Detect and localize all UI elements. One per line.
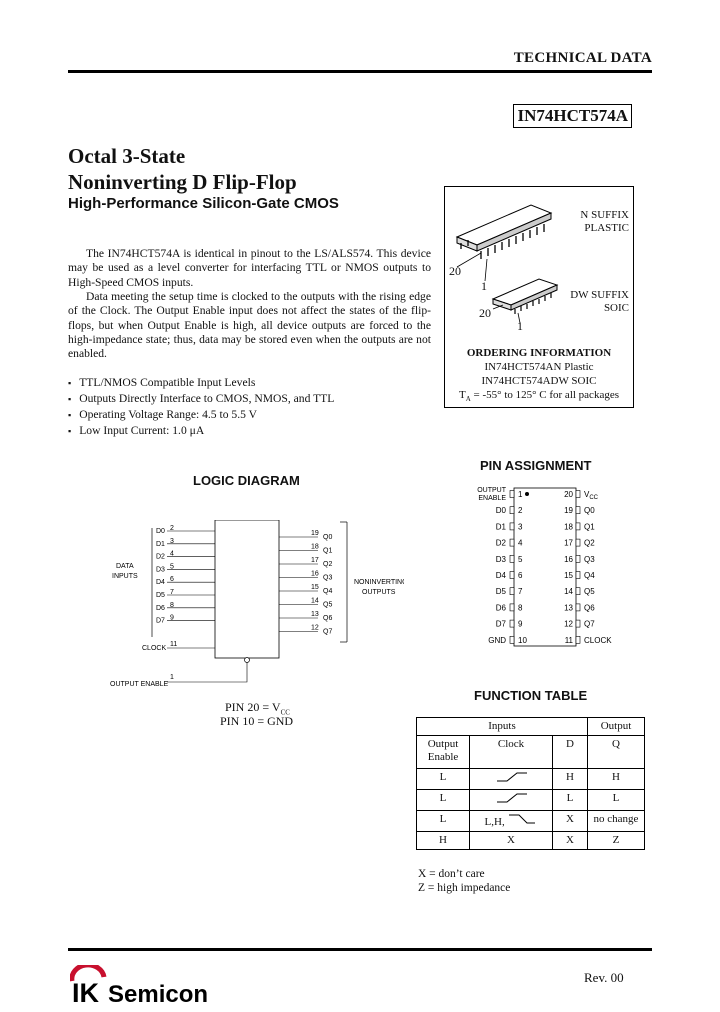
input-pin-number: 3 — [170, 537, 174, 545]
logic-diagram — [104, 520, 404, 695]
output-label: Q7 — [323, 628, 333, 636]
pin-name-left: D3 — [495, 554, 506, 564]
pin-number-right: 16 — [564, 554, 573, 564]
pin20-note: PIN $20 = V_{CC}$ — [225, 700, 290, 717]
pin-stub — [576, 604, 580, 611]
table-row: L L,H, X no change — [417, 811, 645, 832]
pin-stub — [510, 507, 514, 514]
pin-number-left: 2 — [518, 506, 523, 516]
pin-number-right: 12 — [564, 619, 573, 629]
dip-pin-1: 1 — [481, 279, 487, 293]
n-suffix-label: N SUFFIX PLASTIC — [580, 209, 629, 234]
inversion-bubble — [245, 658, 250, 663]
pin-number-right: 14 — [564, 587, 573, 597]
input-label: D7 — [156, 617, 165, 625]
pin-stub — [576, 523, 580, 530]
pin-number-left: 4 — [518, 538, 523, 548]
pin-name-right: Q2 — [584, 538, 595, 548]
pin-number-left: 7 — [518, 587, 523, 597]
pin-name-right: Q5 — [584, 587, 595, 597]
pin-stub — [510, 572, 514, 579]
pin-name-left: D4 — [495, 571, 506, 580]
input-label: D3 — [156, 566, 165, 574]
output-pin-number: 18 — [311, 543, 319, 551]
output-enable-pin-number: 1 — [170, 674, 174, 681]
pin-number-right: 20 — [564, 490, 573, 499]
revision-label: Rev. 00 — [584, 970, 624, 985]
pin-stub — [510, 491, 514, 498]
pin-number-left: 1 — [518, 490, 523, 499]
table-row: L H H — [417, 769, 645, 790]
feature-item: ▪ Outputs Directly Interface to CMOS, NMOS, and TTL — [68, 391, 334, 407]
feature-item: ▪ Operating Voltage Range: 4.5 to 5.5 V — [68, 407, 334, 423]
input-label: D4 — [156, 579, 165, 587]
pin-number-left: 8 — [518, 603, 523, 613]
input-pin-number: 7 — [170, 589, 174, 596]
output-group-header: Output — [588, 718, 645, 736]
pin-stub — [510, 555, 514, 562]
pin-number-left: 10 — [518, 635, 527, 645]
pin-number-left: 3 — [518, 522, 523, 532]
pin-stub — [576, 636, 580, 643]
footer-rule — [68, 948, 652, 951]
dip-pin-20: 20 — [449, 264, 461, 278]
noninverting-label: OUTPUTS — [362, 589, 396, 596]
output-label: Q0 — [323, 534, 333, 541]
pin-stub — [510, 604, 514, 611]
col-output-enable: Output Enable — [417, 736, 470, 769]
soic-pin-20: 20 — [479, 306, 491, 320]
pin-name-left: D6 — [495, 603, 506, 613]
pin-assignment-title: PIN ASSIGNMENT — [480, 458, 592, 473]
features-list — [68, 375, 334, 439]
output-label: Q4 — [323, 588, 333, 595]
order-soic: IN74HCT574ADW SOIC — [481, 375, 597, 387]
table-row: H X X Z — [417, 832, 645, 850]
pin-number-left: 5 — [518, 554, 523, 564]
temperature-range: $T_A = -55^\circ$ to 125° C for all packages — [459, 389, 619, 404]
function-table — [416, 717, 645, 850]
title-line-2: Noninverting D Flip-Flop — [68, 170, 297, 194]
output-enable-label: OUTPUT ENABLE — [110, 681, 169, 688]
logic-diagram-title: LOGIC DIAGRAM — [193, 473, 300, 488]
input-pin-number: 4 — [170, 550, 174, 558]
dip-package-icon — [457, 205, 551, 281]
pin-name-right: Q0 — [584, 506, 595, 516]
data-inputs-label: DATA — [116, 563, 134, 570]
input-label: D0 — [156, 528, 165, 535]
output-pin-number: 15 — [311, 584, 319, 591]
output-label: Q5 — [323, 601, 333, 609]
pin-stub — [510, 620, 514, 627]
pin1-marker — [525, 492, 529, 496]
pin-stub — [576, 555, 580, 562]
pin-name-right: Q3 — [584, 554, 595, 564]
pin-stub — [510, 588, 514, 595]
pin-stub — [576, 572, 580, 579]
pin10-note: PIN 10 = GND — [220, 714, 294, 728]
feature-item: ▪ Low Input Current: 1.0 μA — [68, 423, 334, 439]
input-pin-number: 9 — [170, 614, 174, 622]
pin-name-right: $V_{CC}$ — [584, 490, 599, 501]
ordering-title: ORDERING INFORMATION — [466, 347, 612, 359]
pin-number-right: 11 — [564, 635, 573, 645]
output-pin-number: 12 — [311, 624, 319, 632]
svg-text:Semicon: Semicon — [108, 981, 209, 1007]
input-pin-number: 6 — [170, 576, 174, 584]
output-pin-number: 13 — [311, 611, 319, 618]
title-line-3: High-Performance Silicon-Gate CMOS — [68, 195, 339, 212]
input-pin-number: 5 — [170, 563, 174, 571]
clock-label: CLOCK — [142, 645, 167, 652]
output-enable-line — [167, 662, 247, 682]
soic-package-icon — [493, 279, 557, 323]
output-pin-number: 17 — [311, 557, 319, 564]
pin-number-right: 17 — [564, 538, 573, 548]
pin-stub — [510, 539, 514, 546]
output-pin-number: 14 — [311, 597, 319, 605]
pin-assignment — [460, 484, 630, 654]
output-label: Q6 — [323, 615, 333, 622]
soic-pin-1: 1 — [517, 319, 523, 333]
input-label: D2 — [156, 553, 165, 561]
description-paragraph-2: Data meeting the setup time is clocked to the outputs with the rising edge of the Clock. The Output Enable input does not affect the states of the flip-flops, but when Output Enable is high, all device outputs are forced to the high-impedance state; thus, data may be stored even when the outputs are not enabled. — [68, 290, 431, 361]
pin-name-right: CLOCK — [584, 635, 612, 645]
pin-assignment-svg — [460, 484, 630, 649]
output-label: Q2 — [323, 561, 333, 568]
pin-number-right: 19 — [564, 506, 573, 516]
pin-name-left: D0 — [495, 506, 506, 516]
pin-number-right: 18 — [564, 522, 573, 532]
feature-item: ▪ TTL/NMOS Compatible Input Levels — [68, 375, 334, 391]
pin-number-left: 9 — [518, 619, 523, 629]
col-q: Q — [588, 736, 645, 769]
input-label: D1 — [156, 540, 165, 548]
rising-edge-icon — [470, 769, 553, 790]
ik-semicon-logo — [70, 965, 260, 1012]
pin-stub — [576, 620, 580, 627]
input-pin-number: 2 — [170, 525, 174, 532]
pin-stub — [576, 491, 580, 498]
function-table-title: FUNCTION TABLE — [474, 688, 588, 703]
pin-name-right: Q7 — [584, 619, 595, 629]
output-pin-number: 16 — [311, 570, 319, 578]
header-rule — [68, 70, 652, 73]
pin-number-right: 13 — [564, 603, 573, 613]
table-row: L L L — [417, 790, 645, 811]
col-d: D — [553, 736, 588, 769]
noninverting-label: NONINVERTING — [354, 579, 404, 586]
svg-text:IK: IK — [72, 978, 99, 1007]
pin-name-right: Q1 — [584, 522, 595, 532]
pin-number-right: 15 — [564, 571, 573, 580]
title-line-1: Octal 3-State — [68, 144, 186, 168]
pin-stub — [510, 636, 514, 643]
legend-x: X = don’t care — [418, 868, 485, 880]
output-label: Q3 — [323, 574, 333, 582]
technical-data-label: TECHNICAL DATA — [513, 50, 652, 66]
input-pin-number: 8 — [170, 601, 174, 609]
output-pin-number: 19 — [311, 530, 319, 537]
pin-name-right: Q4 — [584, 571, 595, 580]
pin-name-left: D7 — [495, 619, 506, 629]
package-info-box — [444, 186, 634, 408]
data-inputs-label: INPUTS — [112, 573, 138, 580]
order-plastic: IN74HCT574AN Plastic — [484, 361, 594, 373]
falling-edge-icon — [507, 813, 537, 825]
pin-name-left: D5 — [495, 587, 506, 597]
pin-name-left: GND — [488, 635, 506, 645]
description-paragraph-1: The IN74HCT574A is identical in pinout to the LS/ALS574. This device may be used as a level converter for interfacing TTL or NMOS outputs to High-Speed CMOS inputs. — [68, 247, 431, 289]
logic-diagram-svg — [104, 520, 404, 690]
pin-name-right: Q6 — [584, 603, 595, 613]
pin-name-left: ENABLE — [478, 495, 506, 502]
pin-number-left: 6 — [518, 571, 523, 580]
pin-name-left: OUTPUT — [477, 487, 506, 494]
flip-flop-block — [215, 520, 279, 658]
pin-name-left: D1 — [495, 522, 506, 532]
input-label: D6 — [156, 604, 165, 612]
output-label: Q1 — [323, 547, 333, 555]
rising-edge-icon — [470, 790, 553, 811]
legend-z: Z = high impedance — [418, 882, 511, 894]
pin-stub — [576, 588, 580, 595]
part-number-box: IN74HCT574A — [513, 104, 632, 128]
inputs-group-header: Inputs — [417, 718, 588, 736]
input-label: D5 — [156, 592, 165, 599]
pin-stub — [510, 523, 514, 530]
dw-suffix-label: DW SUFFIX SOIC — [570, 289, 629, 314]
pin-name-left: D2 — [495, 538, 506, 548]
pin-stub — [576, 539, 580, 546]
col-clock: Clock — [470, 736, 553, 769]
clock-pin-number: 11 — [170, 641, 178, 648]
pin-stub — [576, 507, 580, 514]
